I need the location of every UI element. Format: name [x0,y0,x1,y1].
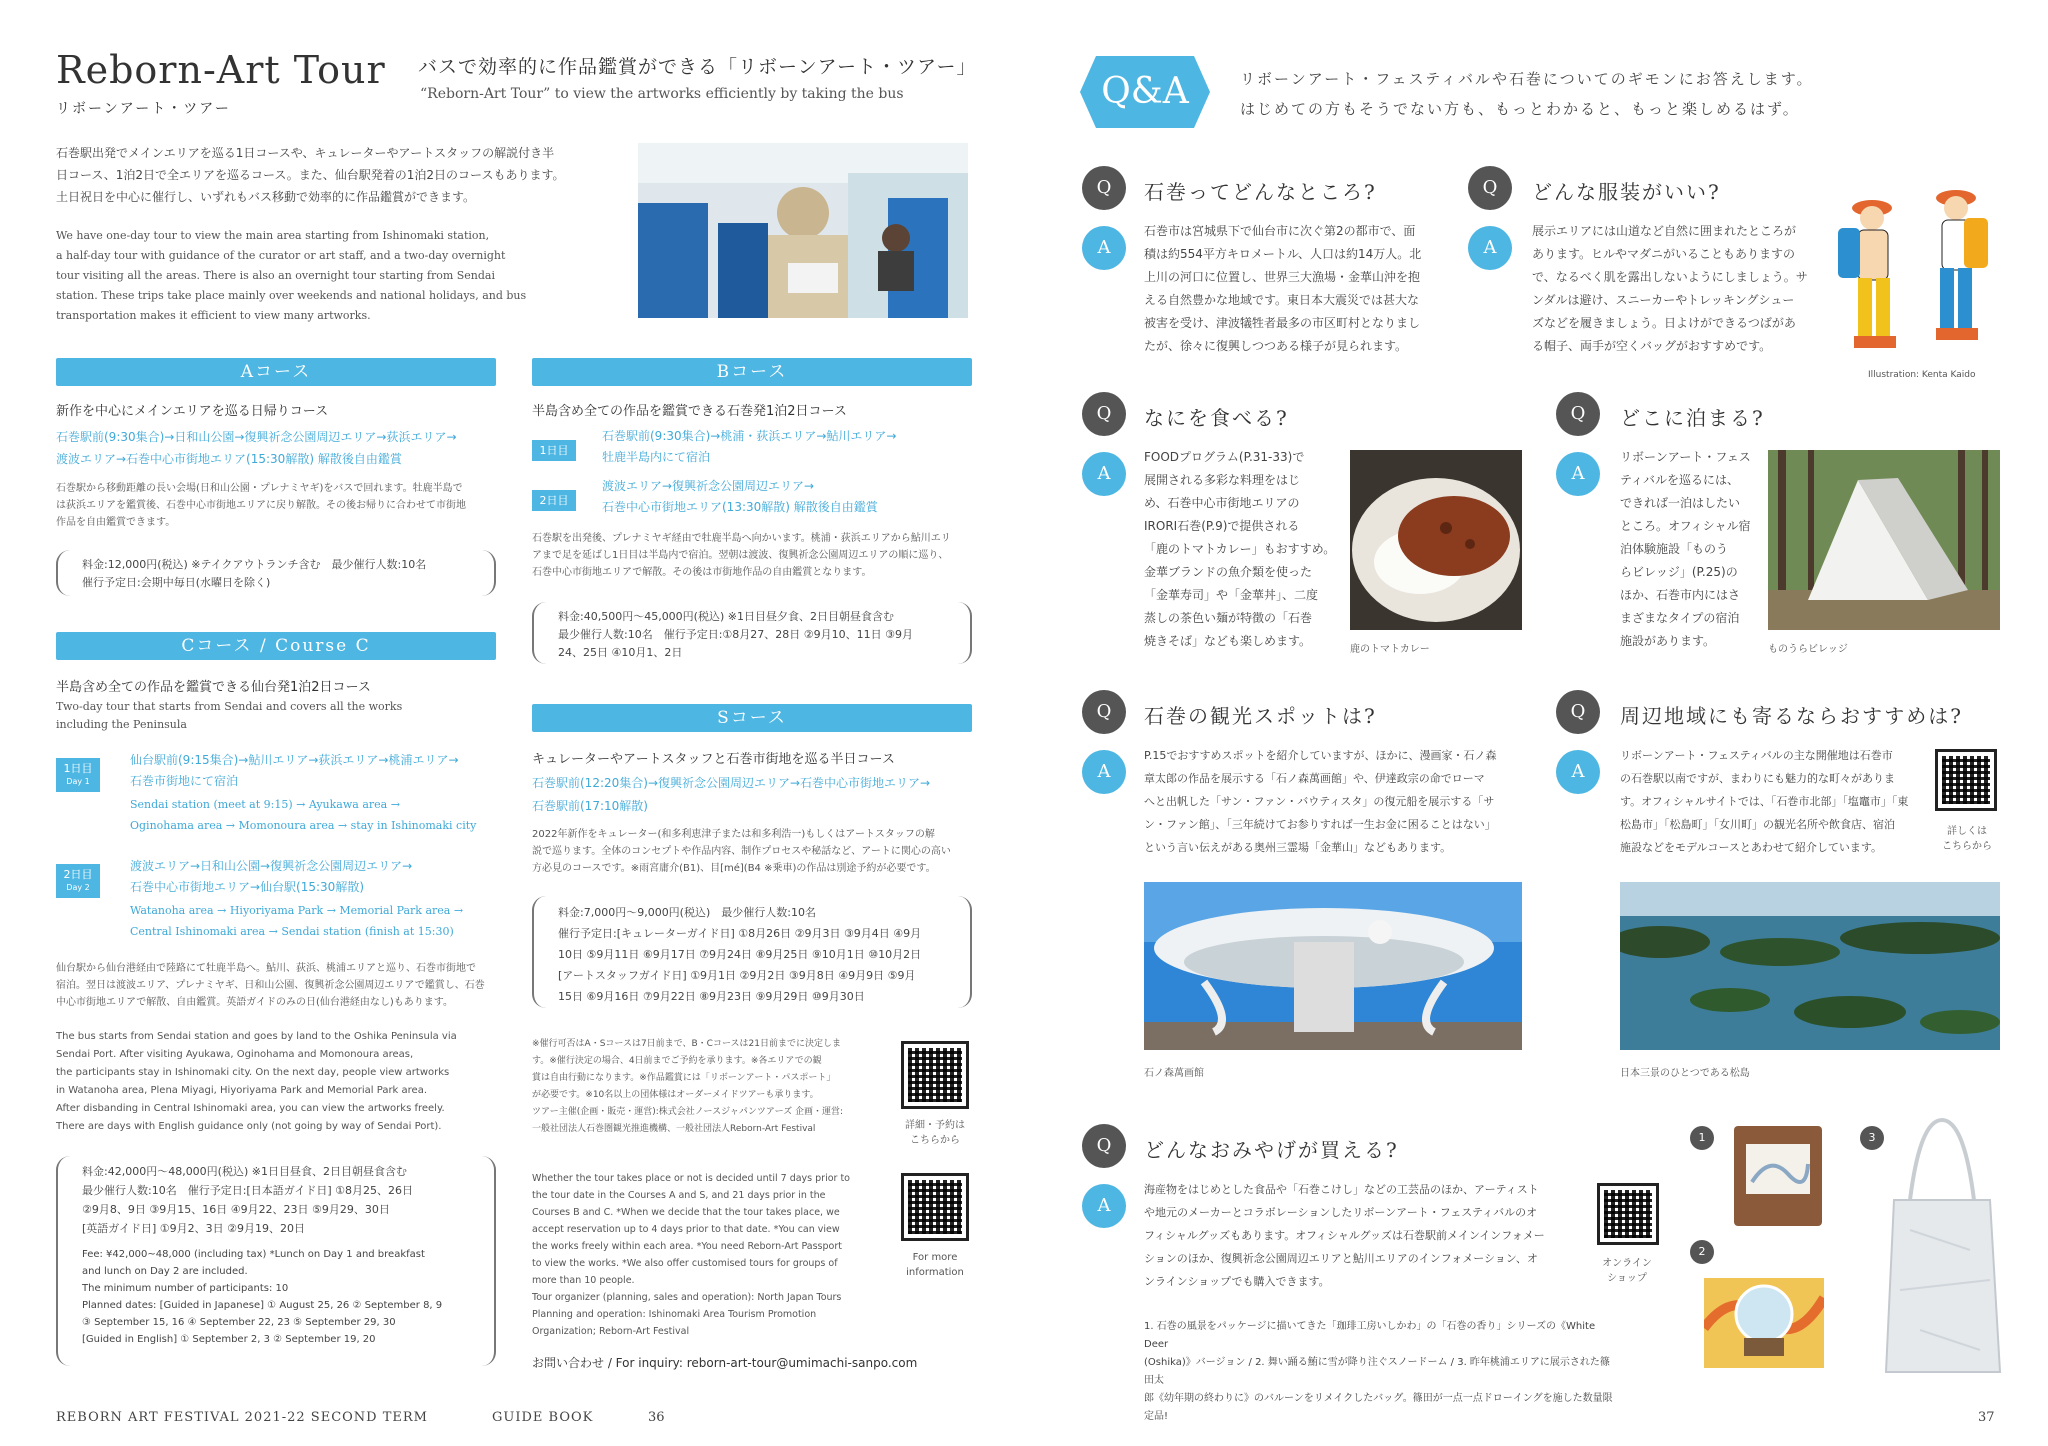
q7-q-marker: Q [1082,1124,1126,1168]
course-a-route: 石巻駅前(9:30集合)→日和山公園→復興祈念公園周辺エリア→荻浜エリア→ 渡波エリア→石巻中心市街地エリア(15:30解散) 解散後自由鑑賞 [56,430,457,466]
illustration-credit: Illustration: Kenta Kaido [1868,370,1976,380]
qr-code-surroundings[interactable] [1938,752,1994,808]
qr-information-caption: For more information [906,1252,964,1278]
course-s-price-box: 料金:7,000円〜9,000円(税込) 最少催行人数:10名 催行予定日:[キュレーターガイド日] ①8月26日 ②9月3日 ③9月4日 ④9月 10日 ⑤9月11日 ⑥9月17日 ⑦9月24日 ⑧9月25日 ⑨10月1日 ⑩10月2日 [アートスタッフガイド日] ①9月1日 ②9月2日 ③9月8日 ④9月9日 ⑤9月 15日 ⑥9月16日 ⑦9月22日 ⑧9月23日 ⑨9月29日 ⑩9月30日 [532,896,972,1008]
balloon-bag-photo [1880,1110,2004,1378]
qr-code-information[interactable] [904,1176,966,1238]
q2-answer: 展示エリアには山道など自然に囲まれたところが あります。ヒルやマダニがいることもありますの で、なるべく肌を露出しないようにしましょう。サ ンダルは避け、スニーカーやトレッキングシュー ズなどを履きましょう。日よけができるつばがあ る帽子、両手が空くバッグがおすすめです。 [1532,224,1808,353]
headline-ja: バスで効率的に作品鑑賞ができる「リボーンアート・ツアー」 [418,56,977,78]
q5-answer: P.15でおすすめスポットを紹介していますが、ほかに、漫画家・石ノ森 章太郎の作品を展示する「石ノ森萬画館」や、伊達政宗の命でローマ へと出帆した「サン・ファン・バウティスタ」の復元船を展示する「サ ン・ファン館」、「三年続けてお参りすれば一生お金に困ることはない」 という言い伝えがある奥州三霊場「金華山」などもあります。 [1144,749,1497,854]
course-b-day1-badge: 1日目 [532,440,576,461]
qa-intro: リボーンアート・フェスティバルや石巻についてのギモンにお答えします。 はじめての方もそうでない方も、もっとわかると、もっと楽しめるはず。 [1240,70,1814,118]
headline-en: “Reborn-Art Tour” to view the artworks efficiently by taking the bus [420,86,904,102]
course-c-price-box: 料金:42,000円〜48,000円(税込) ※1日目昼食、2日目朝昼食含む 最少催行人数:10名 催行予定日:[日本語ガイド日] ①8月25、26日 ②9月8、9日 ③9月15、16日 ④9月22、23日 ⑤9月29、30日 [英語ガイド日] ①9月2、3日 ②9月19、20日 Fee: ¥42,000~48,000 (including tax) *Lunch on Day 1 and breakfast and lunch on Day 2 are included. The minimum number of participants: 10 Planned dates: [Guided in Japanese] ① August 25, 26 ② September 8, 9 ③ September 15, 16 ④ September 22, 23 ⑤ September 29, 30 [Guided in English] ① September 2, 3 ② September 19, 20 [56,1156,496,1366]
course-c-banner: Cコース / Course C [56,632,496,660]
course-a-desc: 石巻駅から移動距離の長い会場(日和山公園・プレナミヤギ)をバスで回れます。牡鹿半島で は荻浜エリアを鑑賞後、石巻中心市街地エリアに戻り解散。その後お帰りに合わせて市街地 作品を自由鑑賞できます。 [56,483,466,528]
q1-q-marker: Q [1082,166,1126,210]
course-b-day1-route: 石巻駅前(9:30集合)→桃浦・荻浜エリア→鮎川エリア→ 牡鹿半島内にて宿泊 [602,429,897,464]
course-b-desc: 石巻駅を出発後、プレナミヤギ経由で牡鹿半島へ向かいます。桃浦・荻浜エリアから鮎川エリ アまで足を延ばし1日目は半島内で宿泊。翌朝は渡波、復興祈念公園周辺エリアの順に巡り、 石巻中心市街地エリアで解散。その後は市街地作品の自由鑑賞となります。 [532,533,951,578]
q2-title: どんな服装がいい? [1532,180,1721,204]
q1-answer: 石巻市は宮城県下で仙台市に次ぐ第2の都市で、面 積は約554平方キロメートル、人口は約14万人。北 上川の河口に位置し、世界三大漁場・金華山沖を抱 える自然豊かな地域です。東日本大震災では甚大な 被害を受け、津波犠牲者最多の市区町村となりまし たが、徐々に復興しつつある様子が見られます。 [1144,224,1422,353]
snow-dome-photo [1704,1268,1824,1374]
course-c-desc-en: The bus starts from Sendai station and goes by land to the Oshika Peninsula via Sendai Port. After visiting Ayukawa, Oginohama and Momonoura areas, the participants stay in Ishinomaki city. On the next day, people view artworks in Watanoha area, Plena Miyagi, Hiyoriyama Park and Memorial Park area. After disbanding in Central Ishinomaki area, you can view the artworks freely. There are days with English guidance only (not going by way of Sendai Port). [56,1031,457,1132]
qr-online-shop-caption: オンライン ショップ [1602,1258,1652,1284]
bus-photo [638,143,968,318]
course-s-banner: Sコース [532,704,972,732]
q6-q-marker: Q [1556,690,1600,734]
q7-a-marker: A [1082,1184,1126,1228]
course-b-day2-badge: 2日目 [532,490,576,511]
qr-reservation-caption: 詳細・予約は こちらから [905,1120,965,1146]
course-c-desc: 仙台駅から仙台港経由で陸路にて牡鹿半島へ。鮎川、荻浜、桃浦エリアと巡り、石巻市街地で 宿泊。翌日は渡波エリア、プレナミヤギ、日和山公園、復興祈念公園周辺エリアで鑑賞し、石巻 中心市街地エリアで解散、自由鑑賞。英語ガイドのみの日(仙台港経由なし)もあります。 [56,963,485,1008]
souvenir-notes: 1. 石巻の風景をパッケージに描いてきた「珈琲工房いしかわ」の「石巻の香り」シリーズの《White Deer (Oshika)》バージョン / 2. 舞い踊る鮪に雪が降り注ぐスノードーム / 3. 昨年桃浦エリアに展示された篠田太 郎《幼年期の終わりに》のバルーンをリメイクしたバッグ。篠田が一点一点ドローイングを施した数量限定品! [1144,1321,1613,1422]
q5-a-marker: A [1082,750,1126,794]
q6-a-marker: A [1556,750,1600,794]
q5-q-marker: Q [1082,690,1126,734]
course-b-price-box: 料金:40,500円〜45,000円(税込) ※1日目昼夕食、2日目朝昼食含む 最少催行人数:10名 催行予定日:①8月27、28日 ②9月10、11日 ③9月 24、25日 ④10月1、2日 [532,602,972,664]
q6-title: 周辺地域にも寄るならおすすめは? [1620,704,1963,728]
manga-museum-caption: 石ノ森萬画館 [1144,1068,1204,1079]
course-c-day2-route: 渡波エリア→日和山公園→復興祈念公園周辺エリア→ 石巻中心市街地エリア→仙台駅(15:30解散) Watanoha area → Hiyoriyama Park → Memorial Park area → Central Ishinomaki area → Sendai station (finish at 15:30) [130,859,464,938]
page-number-right: 37 [1978,1410,1995,1425]
course-b-day2-route: 渡波エリア→復興祈念公園周辺エリア→ 石巻中心市街地エリア(13:30解散) 解散後自由鑑賞 [602,479,878,514]
q2-q-marker: Q [1468,166,1512,210]
course-c-day1-badge: 1日目 Day 1 [56,758,100,792]
curry-photo [1350,450,1522,630]
matsushima-photo [1620,882,2000,1050]
momonoura-village-photo [1768,450,2000,630]
course-s-route: 石巻駅前(12:20集合)→復興祈念公園周辺エリア→石巻中心市街地エリア→ 石巻駅前(17:10解散) [532,776,931,813]
q5-title: 石巻の観光スポットは? [1144,704,1377,728]
qr-code-reservation[interactable] [904,1044,966,1106]
q4-q-marker: Q [1556,392,1600,436]
village-caption: ものうらビレッジ [1768,644,1848,655]
course-c-sub: 半島含め全ての作品を鑑賞できる仙台発1泊2日コース [56,680,371,695]
q1-a-marker: A [1082,226,1126,270]
notes-en: Whether the tour takes place or not is decided until 7 days prior to the tour date in the Courses A and S, and 21 days prior in the Courses B and C. *When we decide that the tour takes place, we accept reservation up to 4 days prior to that date. *You can view the works freely within each area. *You need Reborn-Art Passport to view the works. *We also offer customised tours for groups of more than 10 people. Tour organizer (planning, sales and operation): North Japan Tours Planning and operation: Ishinomaki Area Tourism Promotion Organization; Reborn-Art Festival [532,1173,850,1337]
q1-title: 石巻ってどんなところ? [1144,180,1377,204]
inquiry-email[interactable]: お問い合わせ / For inquiry: reborn-art-tour@umimachi-sanpo.com [532,1356,918,1370]
qr-code-online-shop[interactable] [1600,1186,1656,1242]
q6-answer: リボーンアート・フェスティバルの主な開催地は石巻市 の石巻駅以南ですが、まわりにも魅力的な町々がありま す。オフィシャルサイトでは、「石巻市北部」「塩竈市」「東 松島市」「松島町」「女川町」の観光名所や飲食店、宿泊 施設などをモデルコースとあわせて紹介しています。 [1620,749,1909,854]
q3-a-marker: A [1082,452,1126,496]
coffee-package-photo [1730,1124,1826,1228]
souvenir-number-2: 2 [1690,1240,1714,1264]
course-a-price-box: 料金:12,000円(税込) ※テイクアウトランチ含む 最少催行人数:10名 催行予定日:会期中毎日(水曜日を除く) [56,550,496,596]
intro-ja: 石巻駅出発でメインエリアを巡る1日コースや、キュレーターやアートスタッフの解説付き半 日コース、1泊2日で全エリアを巡るコース。また、仙台駅発着の1泊2日のコースもあります。 土日祝日を中心に催行し、いずれもバス移動で効率的に作品鑑賞ができます。 [56,146,565,204]
notes-ja: ※催行可否はA・Sコースは7日前まで、B・Cコースは21日前までに決定しま す。※催行決定の場合、4日前までご予約を承ります。※各エリアでの観 賞は自由行動になります。※作品鑑賞には「リボーンアート・パスポート」 が必要です。※10名以上の団体様はオーダーメイドツアーも承ります。 ツアー主催(企画・販売・運営):株式会社ノースジャパンツアーズ 企画・運営: 一般社団法人石巻圏観光推進機構、一般社団法人Reborn-Art Festival [532,1039,844,1134]
course-a-banner: Aコース [56,358,496,386]
course-b-sub: 半島含め全ての作品を鑑賞できる石巻発1泊2日コース [532,404,847,419]
course-s-desc: 2022年新作をキュレーター(和多利恵津子または和多利浩一)もしくはアートスタッフの解 説で巡ります。全体のコンセプトや作品内容、制作プロセスや秘話など、アートに関心の高い 方必見のコースです。※雨宮庸介(B1)、目[mé](B4 ※乗車)の作品は別途予約が必要です。 [532,829,951,874]
course-c-day1-route: 仙台駅前(9:15集合)→鮎川エリア→荻浜エリア→桃浦エリア→ 石巻市街地にて宿泊 Sendai station (meet at 9:15) → Ayukawa area → Oginohama area → Momonoura area → stay in Ishinomaki city [130,753,477,832]
footer-guide: GUIDE BOOK [492,1410,594,1425]
page-number-left: 36 [648,1410,665,1425]
q4-title: どこに泊まる? [1620,406,1765,430]
curry-caption: 鹿のトマトカレー [1350,644,1430,655]
q7-title: どんなおみやげが買える? [1144,1138,1399,1162]
footer-title: REBORN ART FESTIVAL 2021-22 SECOND TERM [56,1410,428,1425]
q4-answer: リボーンアート・フェス ティバルを巡るには、 できれば一泊はしたい ところ。オフィシャル宿 泊体験施設「ものう らビレッジ」(P.25)の ほか、石巻市内にはさ まざまなタイプの宿泊 施設があります。 [1620,450,1751,648]
course-s-sub: キュレーターやアートスタッフと石巻市街地を巡る半日コース [532,752,895,767]
qr-surroundings-caption: 詳しくは こちらから [1942,826,1992,852]
q7-answer: 海産物をはじめとした食品や「石巻こけし」などの工芸品のほか、アーティスト や地元のメーカーとコラボレーションしたリボーンアート・フェスティバルのオ フィシャルグッズもあります。オフィシャルグッズは石巻駅前メインインフォメー ションのほか、復興祈念公園周辺エリアと鮎川エリアのインフォメーション、オ ンラインショップでも購入できます。 [1144,1183,1545,1288]
q2-a-marker: A [1468,226,1512,270]
course-b-banner: Bコース [532,358,972,386]
intro-en: We have one-day tour to view the main area starting from Ishinomaki station, a half-day tour with guidance of the curator or art staff, and a two-day overnight tour visiting all the areas. There is also an overnight tour starting from Sendai station. These trips take place mainly over weekends and national holidays, and bus transportation makes it efficient to view many artworks. [56,229,527,322]
q3-answer: FOODプログラム(P.31-33)で 展開される多彩な料理をはじ め、石巻中心市街地エリアの IRORI石巻(P.9)で提供される 「鹿のトマトカレー」もおすすめ。 金華ブランドの魚介類を使った 「金華寿司」や「金華丼」、二度 蒸しの茶色い麺が特徴の「石巻 焼きそば」なども楽しめます。 [1144,450,1336,648]
hikers-illustration [1824,168,2004,358]
q3-q-marker: Q [1082,392,1126,436]
manga-museum-photo [1144,882,1522,1050]
souvenir-number-3: 3 [1860,1126,1884,1150]
page-subtitle: リボーンアート・ツアー [56,101,231,117]
course-c-sub-en: Two-day tour that starts from Sendai and covers all the works including the Peninsula [56,700,403,731]
matsushima-caption: 日本三景のひとつである松島 [1620,1068,1750,1079]
q4-a-marker: A [1556,452,1600,496]
page-title: Reborn-Art Tour [56,48,386,92]
course-c-day2-badge: 2日目 Day 2 [56,864,100,898]
qa-badge: Q&A [1080,56,1210,128]
souvenir-number-1: 1 [1690,1126,1714,1150]
course-a-sub: 新作を中心にメインエリアを巡る日帰りコース [56,404,329,419]
q3-title: なにを食べる? [1144,406,1289,430]
